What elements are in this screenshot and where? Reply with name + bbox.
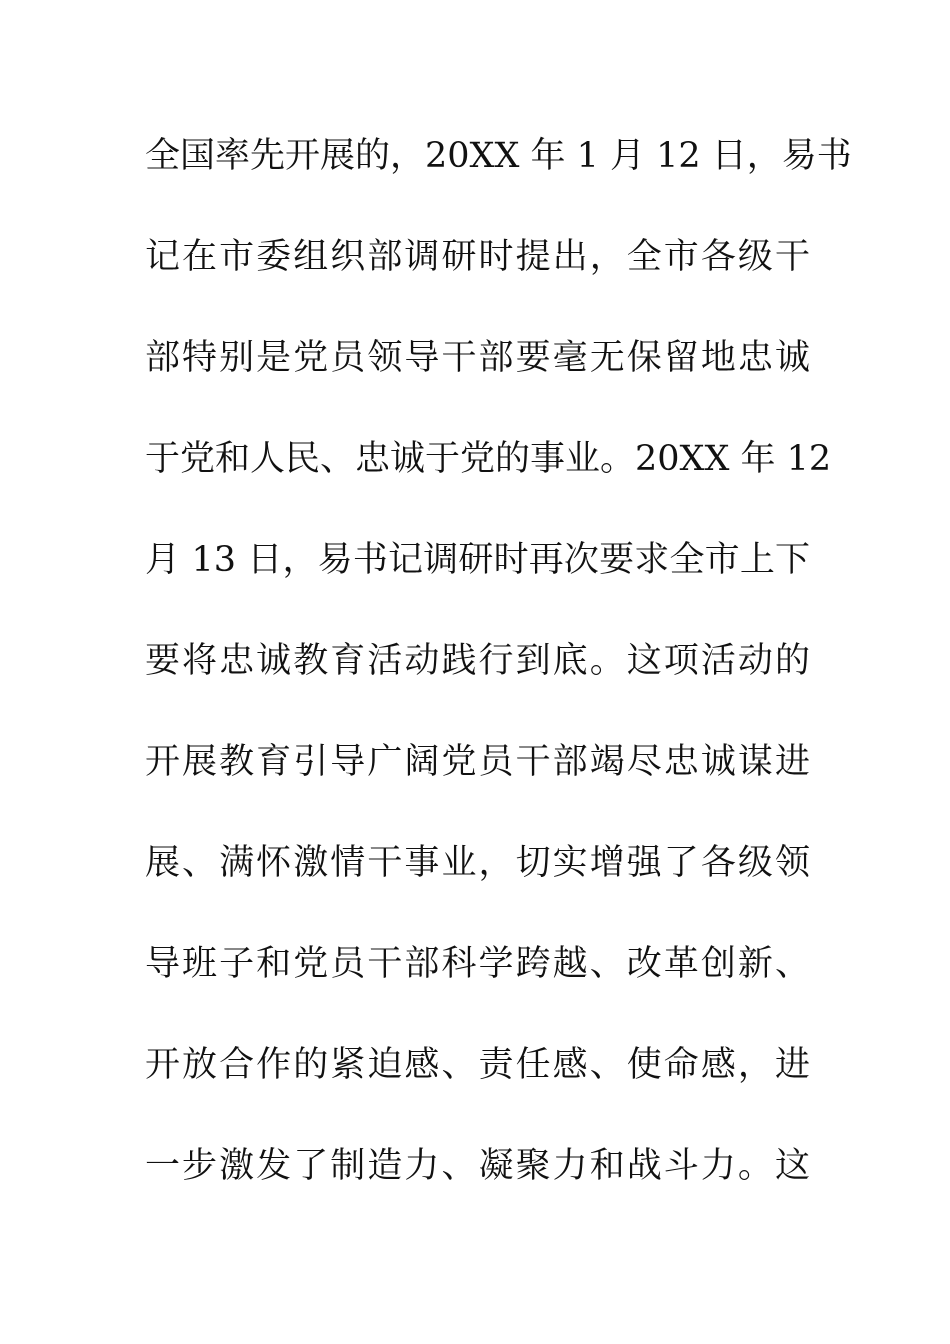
- text-line-11: 一步激发了制造力、凝聚力和战斗力。这: [145, 1146, 810, 1186]
- body-paragraph: [145, 126, 852, 1237]
- text-line-5: 月 13 日，易书记调研时再次要求全市上下: [145, 540, 810, 580]
- text-line-6: 要将忠诚教育活动践行到底。这项活动的: [145, 641, 810, 681]
- text-line-7: 开展教育引导广阔党员干部竭尽忠诚谋进: [145, 742, 810, 782]
- text-line-4: 于党和人民、忠诚于党的事业。20XX 年 12: [145, 439, 832, 479]
- text-line-8: 展、满怀激情干事业，切实增强了各级领: [145, 843, 810, 883]
- text-line-2: 记在市委组织部调研时提出，全市各级干: [145, 237, 810, 277]
- text-line-3: 部特别是党员领导干部要毫无保留地忠诚: [145, 338, 810, 378]
- text-line-9: 导班子和党员干部科学跨越、改革创新、: [145, 944, 810, 984]
- text-line-1: 全国率先开展的，20XX 年 1 月 12 日，易书: [145, 136, 852, 176]
- text-line-10: 开放合作的紧迫感、责任感、使命感，进: [145, 1045, 810, 1085]
